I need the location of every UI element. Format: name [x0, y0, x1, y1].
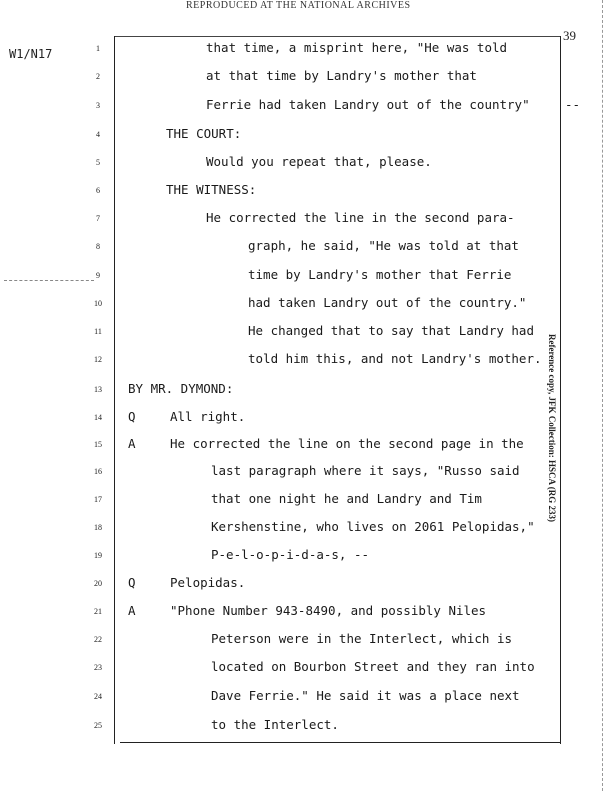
document-id: W1/N17: [9, 47, 53, 61]
page-number: 39: [563, 28, 576, 43]
line-number: 24: [94, 692, 102, 701]
line-number: 10: [94, 299, 102, 308]
line-number: 20: [94, 579, 102, 588]
line-text: Peterson were in the Interlect, which is: [211, 631, 513, 646]
line-text: that one night he and Landry and Tim: [211, 491, 482, 506]
transcript-line: [0, 575, 612, 591]
transcript-line: [0, 126, 612, 142]
line-number: 22: [94, 635, 102, 644]
line-text: THE COURT:: [166, 126, 242, 141]
line-text: graph, he said, "He was told at that: [248, 238, 519, 253]
line-number: 13: [94, 385, 102, 394]
transcript-line: [0, 295, 612, 311]
frame-top-border: [114, 36, 561, 37]
line-number: 14: [94, 413, 102, 422]
line-text: He changed that to say that Landry had: [248, 323, 534, 338]
transcript-line: [0, 97, 612, 113]
transcript-line: [0, 659, 612, 675]
line-number: 2: [96, 72, 100, 81]
transcript-line: [0, 717, 612, 733]
line-number: 12: [94, 355, 102, 364]
transcript-line: [0, 267, 612, 283]
line-number: 21: [94, 607, 102, 616]
speaker-marker: A: [128, 436, 136, 451]
line-text: He corrected the line on the second page in the: [170, 436, 524, 451]
line-text: BY MR. DYMOND:: [128, 381, 234, 396]
line-text: time by Landry's mother that Ferrie: [248, 267, 512, 282]
reference-copy-note: Reference copy, JFK Collection: HSCA (RG 233): [547, 333, 557, 523]
line-text: Dave Ferrie." He said it was a place next: [211, 688, 520, 703]
line-text: Would you repeat that, please.: [206, 154, 432, 169]
transcript-line: [0, 210, 612, 226]
line-number: 1: [96, 44, 100, 53]
line-number: 3: [96, 101, 100, 110]
line-number: 18: [94, 523, 102, 532]
line-number: 11: [94, 327, 102, 336]
speaker-marker: Q: [128, 575, 136, 590]
line-number: 17: [94, 495, 102, 504]
transcript-line: [0, 463, 612, 479]
line-text: All right.: [170, 409, 246, 424]
line-text: He corrected the line in the second para-: [206, 210, 515, 225]
line-text: Ferrie had taken Landry out of the country": [206, 97, 530, 112]
transcript-line: [0, 547, 612, 563]
line-number: 4: [96, 130, 100, 139]
transcript-line: [0, 323, 612, 339]
archive-header: REPRODUCED AT THE NATIONAL ARCHIVES: [186, 0, 411, 11]
line-text: at that time by Landry's mother that: [206, 68, 477, 83]
transcript-line: [0, 631, 612, 647]
line-number: 7: [96, 214, 100, 223]
line-trailing-mark: --: [565, 97, 581, 112]
transcript-line: [0, 40, 612, 56]
line-number: 19: [94, 551, 102, 560]
frame-bottom-border: [120, 742, 561, 743]
transcript-line: [0, 238, 612, 254]
line-text: located on Bourbon Street and they ran into: [211, 659, 535, 674]
transcript-line: [0, 351, 612, 367]
transcript-line: [0, 381, 612, 397]
transcript-line: [0, 182, 612, 198]
line-number: 23: [94, 663, 102, 672]
line-number: 25: [94, 721, 102, 730]
line-text: THE WITNESS:: [166, 182, 257, 197]
transcript-line: [0, 68, 612, 84]
transcript-line: [0, 491, 612, 507]
line-text: last paragraph where it says, "Russo said: [211, 463, 520, 478]
line-number: 16: [94, 467, 102, 476]
line-number: 8: [96, 242, 100, 251]
transcript-line: [0, 409, 612, 425]
transcript-line: [0, 603, 612, 619]
line-text: had taken Landry out of the country.": [248, 295, 527, 310]
line-text: P-e-l-o-p-i-d-a-s, --: [211, 547, 370, 562]
line-number: 5: [96, 158, 100, 167]
speaker-marker: A: [128, 603, 136, 618]
speaker-marker: Q: [128, 409, 136, 424]
transcript-line: [0, 436, 612, 452]
transcript-line: [0, 154, 612, 170]
line-text: told him this, and not Landry's mother.: [248, 351, 542, 366]
line-text: Pelopidas.: [170, 575, 246, 590]
line-text: Kershenstine, who lives on 2061 Pelopidas,": [211, 519, 535, 534]
line-text: to the Interlect.: [211, 717, 339, 732]
line-text: "Phone Number 943-8490, and possibly Niles: [170, 603, 487, 618]
line-number: 9: [96, 271, 100, 280]
line-text: that time, a misprint here, "He was told: [206, 40, 508, 55]
line-number: 6: [96, 186, 100, 195]
transcript-line: [0, 688, 612, 704]
transcript-line: [0, 519, 612, 535]
line-number: 15: [94, 440, 102, 449]
